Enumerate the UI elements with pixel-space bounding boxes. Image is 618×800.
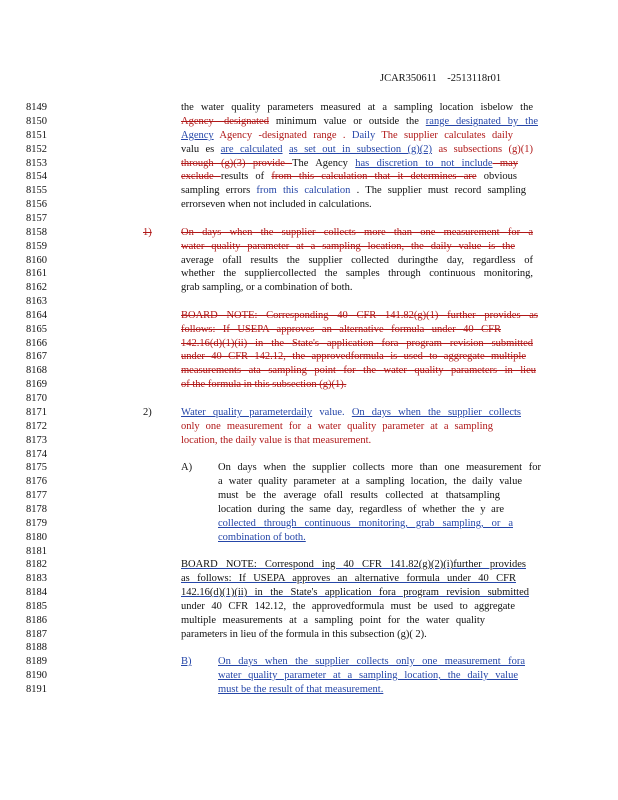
line-number: 8190 — [26, 670, 47, 681]
deleted-text: from this calculation — [271, 171, 368, 182]
deleted-line: under 40 CFR 142.12, the approvedformula is used to aggregate multiple — [181, 351, 526, 362]
line-number: 8156 — [26, 199, 47, 210]
deleted-line: follows: If USEPA approves an alternative formula under 40 CFR — [181, 324, 501, 335]
inserted-text: are calculated — [220, 144, 283, 155]
line-number: 8152 — [26, 144, 47, 155]
text-line: multiple measurements at a sampling point for the water quality — [181, 615, 485, 626]
line-number: 8159 — [26, 241, 47, 252]
text-run: as subsections (g)(1) — [432, 144, 534, 155]
inserted-text: range designated by the — [425, 116, 538, 127]
line-number: 8161 — [26, 268, 47, 279]
deleted-line: 142.16(d)(1)(ii) in the State's application fora program revision submitted — [181, 338, 533, 349]
text-run: obvious — [476, 171, 517, 182]
text-line — [181, 144, 533, 156]
text-line: a water quality parameter at a sampling location, the daily value — [218, 476, 522, 487]
line-number: 8157 — [26, 213, 47, 224]
text-run: The Agency — [292, 158, 356, 169]
text-line — [181, 116, 538, 128]
line-number: 8178 — [26, 504, 47, 515]
inserted-text: from this calculation — [256, 185, 351, 196]
inserted-line: collected through continuous monitoring, grab sampling, or a — [218, 518, 513, 529]
text-line — [181, 407, 521, 419]
inserted-text: Daily — [351, 130, 376, 141]
line-number: 8170 — [26, 393, 47, 404]
document-id: JCAR350611 — [380, 73, 437, 84]
text-line: as follows: If USEPA approves an alternative formula under 40 CFR — [181, 573, 516, 584]
inserted-line: combination of both. — [218, 532, 306, 543]
deleted-text: that it determines — [367, 171, 464, 182]
line-number: 8151 — [26, 130, 47, 141]
line-number: 8186 — [26, 615, 47, 626]
text-line: grab sampling, or a combination of both. — [181, 282, 353, 293]
line-number: 8150 — [26, 116, 47, 127]
text-line: location, the daily value is that measurement. — [181, 435, 372, 446]
inserted-text: value. — [312, 407, 352, 418]
text-line: whether the suppliercollected the samples through continuous monitoring, — [181, 268, 533, 279]
inserted-line: must be the result of that measurement. — [218, 684, 384, 695]
text-line: under 40 CFR 142.12, the approvedformula must be used to aggregate — [181, 601, 515, 612]
text-line: location during the same day, regardless of whether the y are — [218, 504, 504, 515]
item-label: B) — [181, 656, 192, 667]
text-line: 142.16(d)(1)(ii) in the State's application fora program revision submitted — [181, 587, 529, 598]
text-line — [181, 171, 517, 183]
page-header — [380, 73, 501, 84]
line-number: 8155 — [26, 185, 47, 196]
line-number: 8154 — [26, 171, 47, 182]
item-label: 1) — [143, 227, 152, 238]
text-line — [181, 130, 513, 142]
text-run: results of — [220, 171, 272, 182]
line-number: 8175 — [26, 462, 47, 473]
line-number: 8171 — [26, 407, 47, 418]
line-number: 8169 — [26, 379, 47, 390]
line-number: 8174 — [26, 449, 47, 460]
text-line: average ofall results the supplier collected duringthe day, regardless of — [181, 255, 533, 266]
line-number: 8181 — [26, 546, 47, 557]
deleted-line: measurements ata sampling point for the water quality parameters in lieu — [181, 365, 536, 376]
text-line: parameters in lieu of the formula in this subsection (g)( 2). — [181, 629, 427, 640]
deleted-line: On days when the supplier collects more than one measurement for a — [181, 227, 533, 238]
line-number: 8149 — [26, 102, 47, 113]
line-number: 8158 — [26, 227, 47, 238]
line-number: 8179 — [26, 518, 47, 529]
text-run: The supplier calculates daily — [375, 130, 513, 141]
line-number: 8182 — [26, 559, 47, 570]
line-number: 8168 — [26, 365, 47, 376]
text-line: the water quality parameters measured at a sampling location isbelow the — [181, 102, 533, 113]
line-number: 8164 — [26, 310, 47, 321]
line-number: 8165 — [26, 324, 47, 335]
text-line: On days when the supplier collects more than one measurement for — [218, 462, 541, 473]
deleted-line: water quality parameter at a sampling location, the daily value is the — [181, 241, 515, 252]
line-number: 8172 — [26, 421, 47, 432]
line-number: 8160 — [26, 255, 47, 266]
inserted-text: as set out in subsection (g)(2) — [289, 144, 433, 155]
line-number: 8167 — [26, 351, 47, 362]
line-number: 8185 — [26, 601, 47, 612]
text-line — [181, 158, 518, 170]
line-number: 8187 — [26, 629, 47, 640]
deleted-text: are — [463, 171, 477, 182]
line-number: 8188 — [26, 642, 47, 653]
inserted-text: On days when the supplier collects — [351, 407, 521, 418]
text-run: minimum value or outside the — [268, 116, 426, 127]
item-label: 2) — [143, 407, 152, 418]
deleted-text: through (g)(3) provide — [181, 158, 293, 169]
text-line — [181, 185, 526, 197]
line-number: 8191 — [26, 684, 47, 695]
deleted-line: of the formula in this subsection (g)(1). — [181, 379, 347, 390]
inserted-text: has discretion to not include — [355, 158, 493, 169]
inserted-line: On days when the supplier collects only one measurement fora — [218, 656, 525, 667]
inserted-text: Water quality parameterdaily — [181, 407, 313, 418]
inserted-line: water quality parameter at a sampling location, the daily value — [218, 670, 518, 681]
item-label: A) — [181, 462, 193, 473]
line-number: 8184 — [26, 587, 47, 598]
line-number: 8163 — [26, 296, 47, 307]
inserted-text: Agency — [181, 130, 214, 141]
line-number: 8176 — [26, 476, 47, 487]
deleted-text: Agency -designated — [181, 116, 269, 127]
text-line: BOARD NOTE: Correspond ing 40 CFR 141.82(g)(2)(i)further provides — [181, 559, 526, 570]
text-line: must be the average ofall results collected at thatsampling — [218, 490, 500, 501]
line-number: 8177 — [26, 490, 47, 501]
text-run: . The supplier must record sampling — [350, 185, 526, 196]
deleted-text: exclude — [181, 171, 221, 182]
line-number: 8162 — [26, 282, 47, 293]
text-run: sampling errors — [181, 185, 257, 196]
line-number: 8183 — [26, 573, 47, 584]
line-number: 8180 — [26, 532, 47, 543]
text-line: errorseven when not included in calculations. — [181, 199, 372, 210]
line-number: 8166 — [26, 338, 47, 349]
deleted-text: may — [492, 158, 518, 169]
deleted-line: BOARD NOTE: Corresponding 40 CFR 141.82(g)(1) further provides as — [181, 310, 538, 321]
text-line: only one measurement for a water quality parameter at a sampling — [181, 421, 493, 432]
line-number: 8189 — [26, 656, 47, 667]
line-number: 8173 — [26, 435, 47, 446]
text-run: Agency -designated range . — [213, 130, 352, 141]
revision-id: -2513118r01 — [447, 73, 502, 84]
line-number: 8153 — [26, 158, 47, 169]
text-run: valu es — [181, 144, 221, 155]
